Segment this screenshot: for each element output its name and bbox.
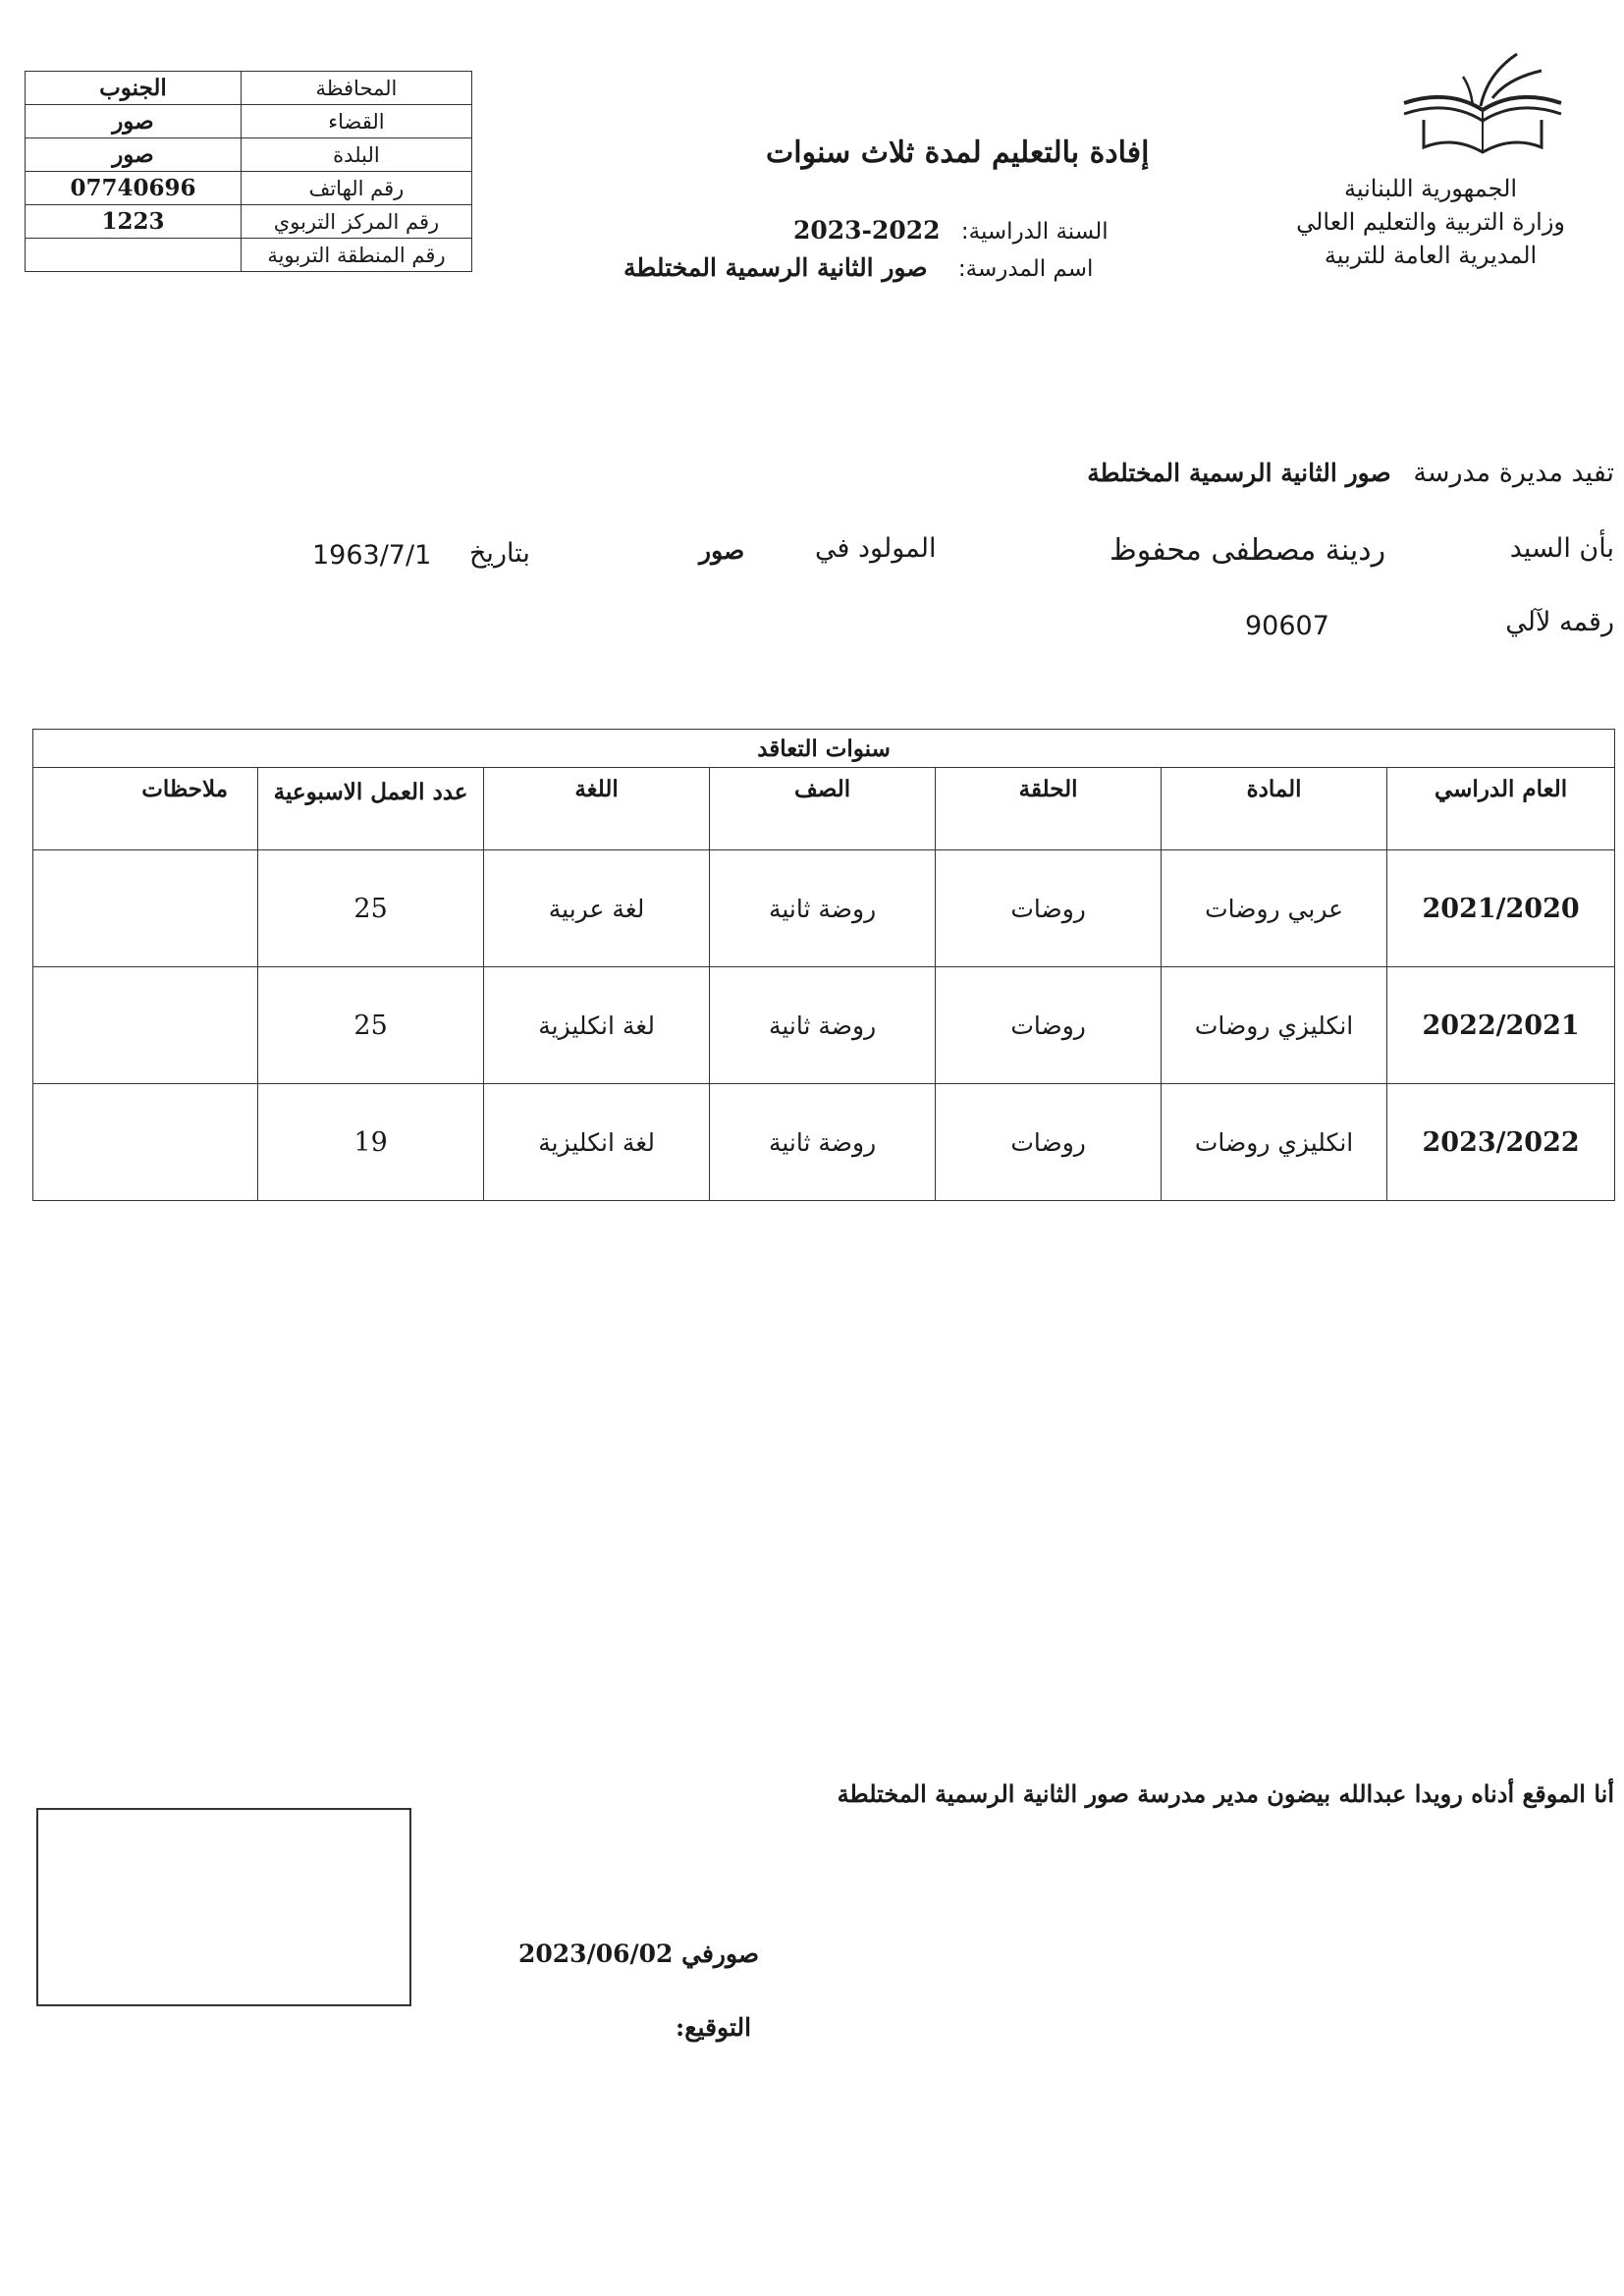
info-label: رقم الهاتف <box>241 172 471 205</box>
school-name-line <box>623 253 1093 282</box>
header-language: اللغة <box>484 768 710 850</box>
info-row <box>26 205 472 239</box>
school-year-line <box>793 216 1109 245</box>
ministry-line: المديرية العامة للتربية <box>1324 242 1538 269</box>
cell-weekly-hours: 25 <box>258 967 484 1084</box>
info-row <box>26 239 472 272</box>
cell-cycle: روضات <box>936 967 1162 1084</box>
ministry-heading <box>1296 172 1565 272</box>
ministry-logo-icon <box>1394 49 1571 157</box>
info-table <box>25 71 472 272</box>
school-year-label: السنة الدراسية: <box>960 219 1109 245</box>
cell-notes <box>33 1084 258 1201</box>
cell-language: لغة انكليزية <box>484 967 710 1084</box>
table-row <box>33 1084 1615 1201</box>
cell-weekly-hours: 19 <box>258 1084 484 1201</box>
date-label: بتاريخ <box>469 538 530 569</box>
id-value: 90607 <box>1245 611 1329 641</box>
info-row <box>26 172 472 205</box>
cell-notes <box>33 967 258 1084</box>
cell-school-year: 2021/2020 <box>1387 850 1615 967</box>
info-value <box>26 239 242 272</box>
signer-line: أنا الموقع أدناه رويدا عبدالله بيضون مدير مدرسة صور الثانية الرسمية المختلطة <box>837 1779 1614 1808</box>
contract-years-table <box>32 729 1615 1201</box>
cell-weekly-hours: 25 <box>258 850 484 967</box>
info-value: 1223 <box>26 205 242 239</box>
statement-intro: تفيد مديرة مدرسة <box>1413 458 1614 488</box>
birthplace: صور <box>699 536 745 565</box>
info-value: الجنوب <box>26 72 242 105</box>
info-row <box>26 105 472 138</box>
info-label: البلدة <box>241 138 471 172</box>
cell-grade: روضة ثانية <box>710 1084 936 1201</box>
header-weekly-hours: عدد العمل الاسبوعية <box>258 768 484 850</box>
ministry-line: وزارة التربية والتعليم العالي <box>1296 208 1565 236</box>
table-row <box>33 850 1615 967</box>
birthdate: 1963/7/1 <box>312 540 432 571</box>
school-name-label: اسم المدرسة: <box>957 256 1094 282</box>
cell-notes <box>33 850 258 967</box>
header-notes: ملاحظات <box>33 768 258 850</box>
document-title: إفادة بالتعليم لمدة ثلاث سنوات <box>766 136 1150 170</box>
place-date: صورفي 2023/06/02 <box>518 1940 760 1968</box>
signature-label: التوقيع: <box>676 2013 752 2042</box>
person-name: ردينة مصطفى محفوظ <box>1110 533 1386 568</box>
info-label: رقم المركز التربوي <box>241 205 471 239</box>
table-group-title: سنوات التعاقد <box>33 730 1615 768</box>
info-label: المحافظة <box>241 72 471 105</box>
info-label: رقم المنطقة التربوية <box>241 239 471 272</box>
cell-language: لغة انكليزية <box>484 1084 710 1201</box>
statement-intro-line <box>1087 458 1614 488</box>
born-label: المولود في <box>815 533 937 564</box>
info-row <box>26 72 472 105</box>
ministry-line: الجمهورية اللبنانية <box>1344 175 1518 202</box>
cell-grade: روضة ثانية <box>710 850 936 967</box>
school-name-value: صور الثانية الرسمية المختلطة <box>623 253 928 282</box>
cell-subject: انكليزي روضات <box>1162 967 1387 1084</box>
mr-label: بأن السيد <box>1509 533 1614 564</box>
stamp-box <box>36 1808 411 2006</box>
school-year-value: 2022-2023 <box>793 216 941 245</box>
id-label: رقمه لآلي <box>1505 607 1614 637</box>
cell-school-year: 2023/2022 <box>1387 1084 1615 1201</box>
header-school-year: العام الدراسي <box>1387 768 1615 850</box>
header-cycle: الحلقة <box>936 768 1162 850</box>
cell-cycle: روضات <box>936 1084 1162 1201</box>
cell-subject: عربي روضات <box>1162 850 1387 967</box>
info-label: القضاء <box>241 105 471 138</box>
info-value: 07740696 <box>26 172 242 205</box>
cell-subject: انكليزي روضات <box>1162 1084 1387 1201</box>
cell-cycle: روضات <box>936 850 1162 967</box>
cell-language: لغة عربية <box>484 850 710 967</box>
header-grade: الصف <box>710 768 936 850</box>
info-value: صور <box>26 138 242 172</box>
info-value: صور <box>26 105 242 138</box>
cell-grade: روضة ثانية <box>710 967 936 1084</box>
statement-school: صور الثانية الرسمية المختلطة <box>1087 459 1391 487</box>
info-row <box>26 138 472 172</box>
header-subject: المادة <box>1162 768 1387 850</box>
table-row <box>33 967 1615 1084</box>
cell-school-year: 2022/2021 <box>1387 967 1615 1084</box>
